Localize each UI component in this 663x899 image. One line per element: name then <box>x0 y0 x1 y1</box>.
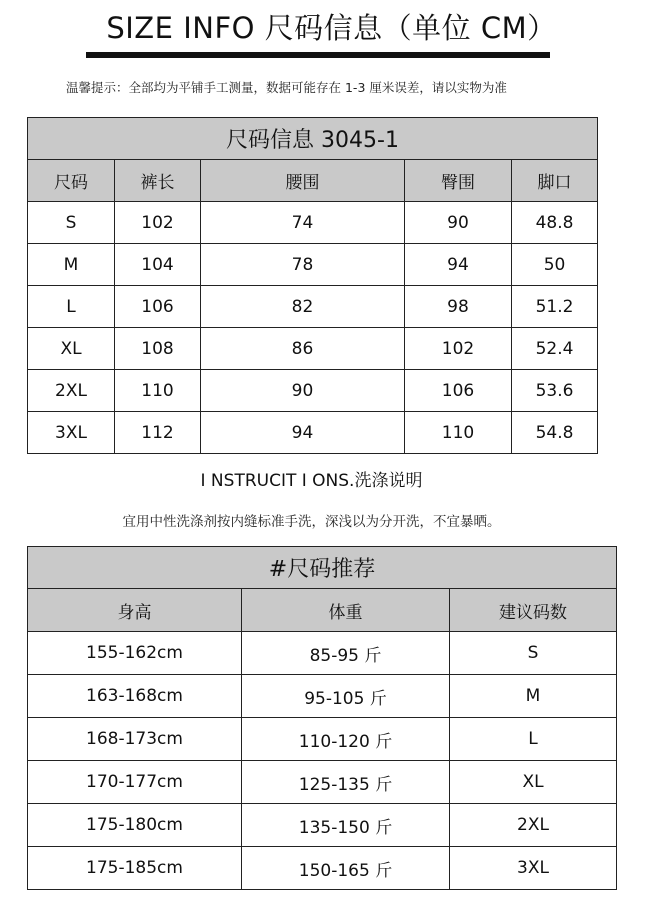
table-cell: 110 <box>405 412 512 454</box>
table-cell: 102 <box>405 328 512 370</box>
table-cell: 90 <box>201 370 405 412</box>
table-cell: 2XL <box>28 370 115 412</box>
table-cell: 50 <box>512 244 598 286</box>
table-row <box>28 804 617 847</box>
table-cell: 94 <box>405 244 512 286</box>
size-recommendation-table <box>27 546 617 890</box>
table-cell: 78 <box>201 244 405 286</box>
table-cell: 104 <box>115 244 201 286</box>
table-cell: 53.6 <box>512 370 598 412</box>
instructions-text: 宜用中性洗涤剂按内缝标准手洗，深浅以为分开洗，不宜暴晒。 <box>122 514 501 530</box>
column-header: 建议码数 <box>450 589 617 632</box>
table-cell: 102 <box>115 202 201 244</box>
table-row <box>28 761 617 804</box>
column-header: 身高 <box>28 589 242 632</box>
table-cell: 163-168cm <box>28 675 242 718</box>
table-cell: 90 <box>405 202 512 244</box>
recommend-table-header-row <box>28 589 617 632</box>
column-header: 裤长 <box>115 160 201 202</box>
table-cell: 85-95 斤 <box>242 632 450 675</box>
table-cell: L <box>28 286 115 328</box>
table-cell: 74 <box>201 202 405 244</box>
table-row <box>28 847 617 890</box>
table-cell: XL <box>28 328 115 370</box>
table-cell: 170-177cm <box>28 761 242 804</box>
size-table-caption: 尺码信息 3045-1 <box>28 118 598 160</box>
size-table-header-row <box>28 160 598 202</box>
table-cell: L <box>450 718 617 761</box>
table-cell: 2XL <box>450 804 617 847</box>
table-cell: 110 <box>115 370 201 412</box>
column-header: 脚口 <box>512 160 598 202</box>
table-row <box>28 244 598 286</box>
table-row <box>28 328 598 370</box>
table-cell: 110-120 斤 <box>242 718 450 761</box>
table-cell: 106 <box>115 286 201 328</box>
page-title: SIZE INFO 尺码信息（单位 CM） <box>106 11 557 45</box>
table-cell: 150-165 斤 <box>242 847 450 890</box>
recommend-table-caption: #尺码推荐 <box>28 547 617 589</box>
table-cell: 95-105 斤 <box>242 675 450 718</box>
table-cell: 48.8 <box>512 202 598 244</box>
table-cell: S <box>28 202 115 244</box>
table-cell: 94 <box>201 412 405 454</box>
table-cell: 135-150 斤 <box>242 804 450 847</box>
table-cell: 108 <box>115 328 201 370</box>
table-cell: 168-173cm <box>28 718 242 761</box>
table-cell: 125-135 斤 <box>242 761 450 804</box>
instructions-title: I NSTRUCIT I ONS.洗涤说明 <box>200 471 423 491</box>
table-cell: XL <box>450 761 617 804</box>
table-cell: 175-180cm <box>28 804 242 847</box>
table-cell: 54.8 <box>512 412 598 454</box>
table-row <box>28 675 617 718</box>
table-cell: 112 <box>115 412 201 454</box>
column-header: 尺码 <box>28 160 115 202</box>
table-cell: 155-162cm <box>28 632 242 675</box>
table-cell: 106 <box>405 370 512 412</box>
table-cell: 3XL <box>28 412 115 454</box>
table-row <box>28 718 617 761</box>
table-cell: 98 <box>405 286 512 328</box>
table-row <box>28 286 598 328</box>
measurement-notice: 温馨提示：全部均为平铺手工测量，数据可能存在 1-3 厘米误差，请以实物为准 <box>66 80 507 95</box>
table-row <box>28 632 617 675</box>
table-cell: M <box>450 675 617 718</box>
table-row <box>28 370 598 412</box>
column-header: 腰围 <box>201 160 405 202</box>
column-header: 体重 <box>242 589 450 632</box>
table-row <box>28 412 598 454</box>
table-cell: 51.2 <box>512 286 598 328</box>
table-cell: 86 <box>201 328 405 370</box>
column-header: 臀围 <box>405 160 512 202</box>
table-cell: S <box>450 632 617 675</box>
table-cell: M <box>28 244 115 286</box>
title-underline <box>86 52 550 58</box>
table-cell: 3XL <box>450 847 617 890</box>
table-cell: 175-185cm <box>28 847 242 890</box>
table-cell: 52.4 <box>512 328 598 370</box>
table-row <box>28 202 598 244</box>
table-cell: 82 <box>201 286 405 328</box>
size-info-table <box>27 117 598 454</box>
